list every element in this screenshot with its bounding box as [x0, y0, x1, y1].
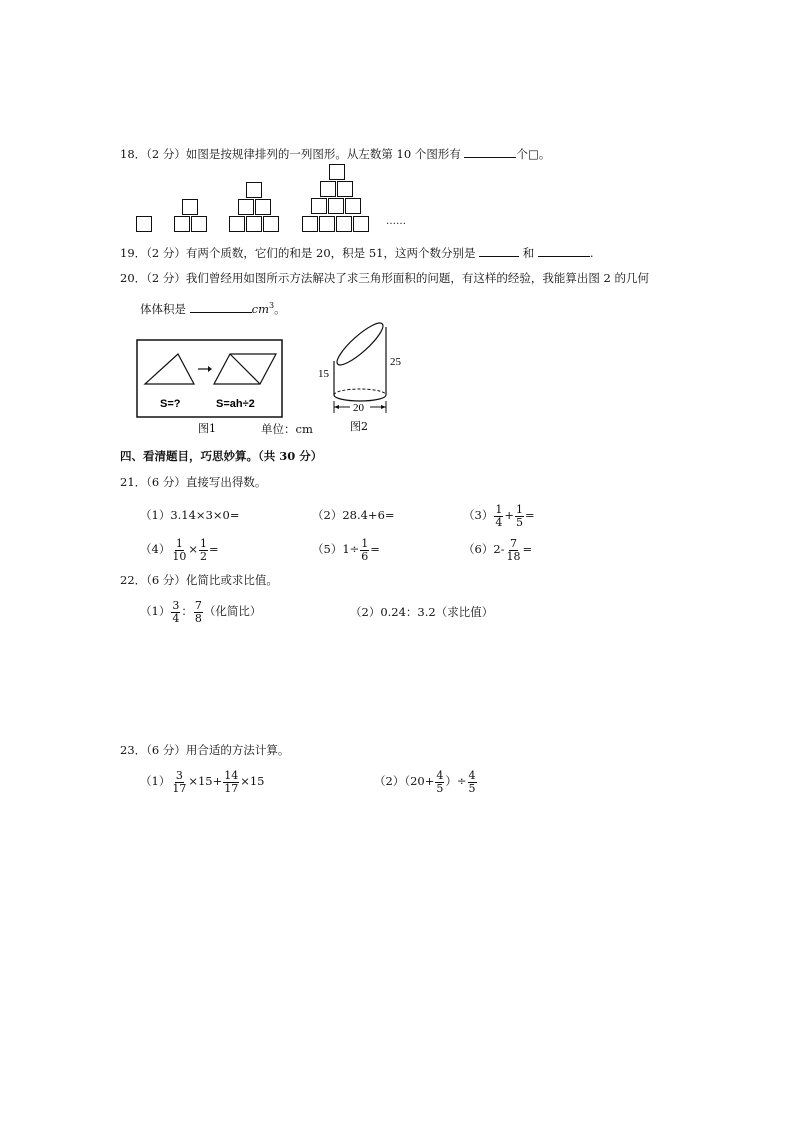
item-expression: 3.14×3×0= [170, 508, 240, 522]
denominator: 8 [194, 611, 202, 625]
triangle-shape [145, 354, 194, 384]
dimension-arrow-left [334, 405, 339, 409]
question-text-2: 体体积是 [140, 301, 186, 316]
q21-item-1 [140, 507, 239, 523]
denominator: 18 [506, 549, 521, 563]
question-score: （6 分） [146, 743, 186, 757]
square-shape [182, 199, 198, 215]
denominator: 6 [361, 549, 369, 563]
numerator: 7 [194, 598, 202, 612]
fraction [171, 770, 187, 795]
item-label: （2） [350, 605, 381, 619]
question-text: 如图是按规律排列的一列图形。从左数第 10 个图形有 [185, 147, 461, 161]
arrow-head [208, 366, 212, 372]
numerator: 1 [515, 502, 523, 516]
square-shape [136, 216, 152, 232]
item-label: （2） [374, 774, 405, 788]
denominator: 5 [468, 781, 476, 795]
question-score: （2 分） [146, 271, 186, 285]
section-title: 四、看清题目，巧思妙算。（共 30 分） [120, 449, 323, 463]
equals-sign: = [524, 508, 535, 522]
fraction [223, 770, 239, 795]
numerator: 1 [175, 536, 183, 550]
question-score: （2 分） [146, 147, 186, 161]
square-shape [263, 216, 279, 232]
square-shape [238, 199, 254, 215]
square-shape [191, 216, 207, 232]
numerator: 1 [361, 536, 369, 550]
square-shape [319, 216, 335, 232]
ratio-colon: ： [181, 604, 193, 618]
operator: + [504, 508, 514, 522]
question-number: 19． [120, 246, 147, 260]
parallelogram-area-label: S=ah÷2 [216, 398, 255, 410]
square-shape [246, 182, 262, 198]
fraction [435, 770, 444, 795]
operator: × [188, 542, 198, 556]
equals-sign: = [370, 542, 380, 556]
question-number: 18． [120, 147, 147, 161]
question-text: 直接写出得数。 [185, 475, 267, 489]
square-shape [320, 181, 336, 197]
question-text: 用合适的方法计算。 [185, 743, 290, 757]
square-shape [328, 198, 344, 214]
cylinder-slanted-top [332, 318, 387, 370]
item-label: （2） [312, 508, 343, 522]
q22-item-2 [350, 604, 493, 620]
square-shape [337, 181, 353, 197]
q23-item-1 [140, 766, 265, 796]
question-20 [120, 270, 649, 286]
fraction [171, 538, 187, 563]
item-prefix: 2- [493, 542, 505, 556]
square-shape [174, 216, 190, 232]
fraction [199, 538, 208, 563]
item-label: （3） [463, 508, 494, 522]
item-prefix: 1÷ [342, 542, 360, 556]
fraction [360, 538, 369, 563]
denominator: 5 [515, 515, 523, 529]
denominator: 17 [172, 781, 187, 795]
numerator: 4 [468, 768, 476, 782]
question-20-line-2 [140, 298, 286, 317]
item-label: （1） [140, 508, 171, 522]
square-shape [329, 164, 345, 180]
item-label: （1） [140, 774, 171, 788]
numerator: 4 [436, 768, 444, 782]
answer-blank-2[interactable] [538, 244, 590, 257]
square-shape [345, 198, 361, 214]
square-shape [246, 216, 262, 232]
question-text: 有两个质数，它们的和是 20，积是 51，这两个数分别是 [185, 246, 476, 260]
denominator: 4 [172, 611, 180, 625]
q21-item-6 [463, 534, 532, 564]
denominator: 4 [495, 515, 503, 529]
q23-item-2 [374, 766, 478, 796]
figure-2-cylinder [312, 315, 412, 440]
fraction [194, 600, 203, 625]
question-score: （6 分） [146, 475, 186, 489]
question-mid: 和 [522, 246, 535, 260]
dimension-arrow-right [381, 405, 386, 409]
question-text: 我们曾经用如图所示方法解决了求三角形面积的问题，有这样的经验，我能算出图 2 的几何 [185, 271, 649, 285]
cylinder-base-front [334, 395, 386, 401]
fraction [468, 770, 477, 795]
triangle-area-label: S=? [160, 398, 181, 410]
answer-blank[interactable] [190, 300, 252, 313]
denominator: 17 [224, 781, 239, 795]
denominator: 5 [436, 781, 444, 795]
question-number: 22． [120, 573, 147, 587]
unit: cm [251, 301, 270, 316]
question-score: （6 分） [146, 573, 186, 587]
question-23 [120, 742, 289, 758]
item-label: （6） [463, 542, 494, 556]
cylinder-base-back [334, 389, 386, 395]
question-21 [120, 474, 266, 490]
q21-item-3 [463, 500, 535, 530]
item-note: （求比值） [435, 605, 494, 619]
question-tail: . [589, 246, 594, 260]
numerator: 14 [224, 768, 239, 782]
equals-sign: = [522, 542, 533, 556]
square-shape [353, 216, 369, 232]
diagonal-line [230, 354, 260, 384]
numerator: 3 [172, 598, 180, 612]
item-expression: 28.4+6= [342, 508, 395, 522]
fraction [171, 600, 180, 625]
item-operator: ）÷ [445, 774, 467, 788]
item-label: （4） [140, 542, 171, 556]
answer-blank[interactable] [464, 145, 516, 158]
equals-sign: = [208, 542, 219, 556]
square-shape [255, 199, 271, 215]
numerator: 1 [495, 502, 503, 516]
q21-item-2 [312, 507, 395, 523]
q22-item-1 [140, 596, 261, 626]
question-22 [120, 572, 278, 588]
numerator: 7 [510, 536, 518, 550]
denominator: 10 [172, 549, 187, 563]
square-shape [336, 216, 352, 232]
item-expression: 0.24：3.2 [380, 605, 436, 619]
question-number: 23． [120, 743, 147, 757]
fraction [506, 538, 522, 563]
question-19 [120, 244, 594, 261]
unit-caption: 单位：cm [261, 422, 313, 436]
item-prefix: （20+ [404, 774, 435, 788]
question-number: 20． [120, 271, 147, 285]
question-number: 21． [120, 475, 147, 489]
unit-exponent: 3 [269, 301, 275, 310]
question-tail: 个□。 [516, 147, 551, 161]
fraction [515, 504, 524, 529]
item-note: （化简比） [203, 604, 262, 618]
q21-item-4 [140, 534, 219, 564]
square-shape [311, 198, 327, 214]
denominator: 2 [199, 549, 207, 563]
figure-1-caption: 图1 [198, 422, 216, 435]
ellipsis: …… [386, 216, 406, 227]
question-text: 化简比或求比值。 [185, 573, 278, 587]
diameter-label: 20 [353, 402, 364, 414]
q21-item-5 [312, 534, 380, 564]
left-height-label: 15 [318, 368, 329, 380]
square-shape [229, 216, 245, 232]
item-operator: ×15+ [188, 774, 223, 788]
right-height-label: 25 [390, 356, 401, 368]
square-pattern-figure [130, 160, 410, 235]
question-period: 。 [274, 301, 286, 316]
figure-1-frame [137, 340, 282, 417]
item-operator: ×15 [240, 774, 265, 788]
item-label: （1） [140, 604, 171, 618]
numerator: 3 [175, 768, 183, 782]
item-label: （5） [312, 542, 343, 556]
fraction [494, 504, 503, 529]
answer-blank-1[interactable] [479, 244, 519, 257]
numerator: 1 [199, 536, 207, 550]
figure-2-caption: 图2 [350, 420, 368, 433]
square-shape [302, 216, 318, 232]
question-score: （2 分） [146, 246, 186, 260]
